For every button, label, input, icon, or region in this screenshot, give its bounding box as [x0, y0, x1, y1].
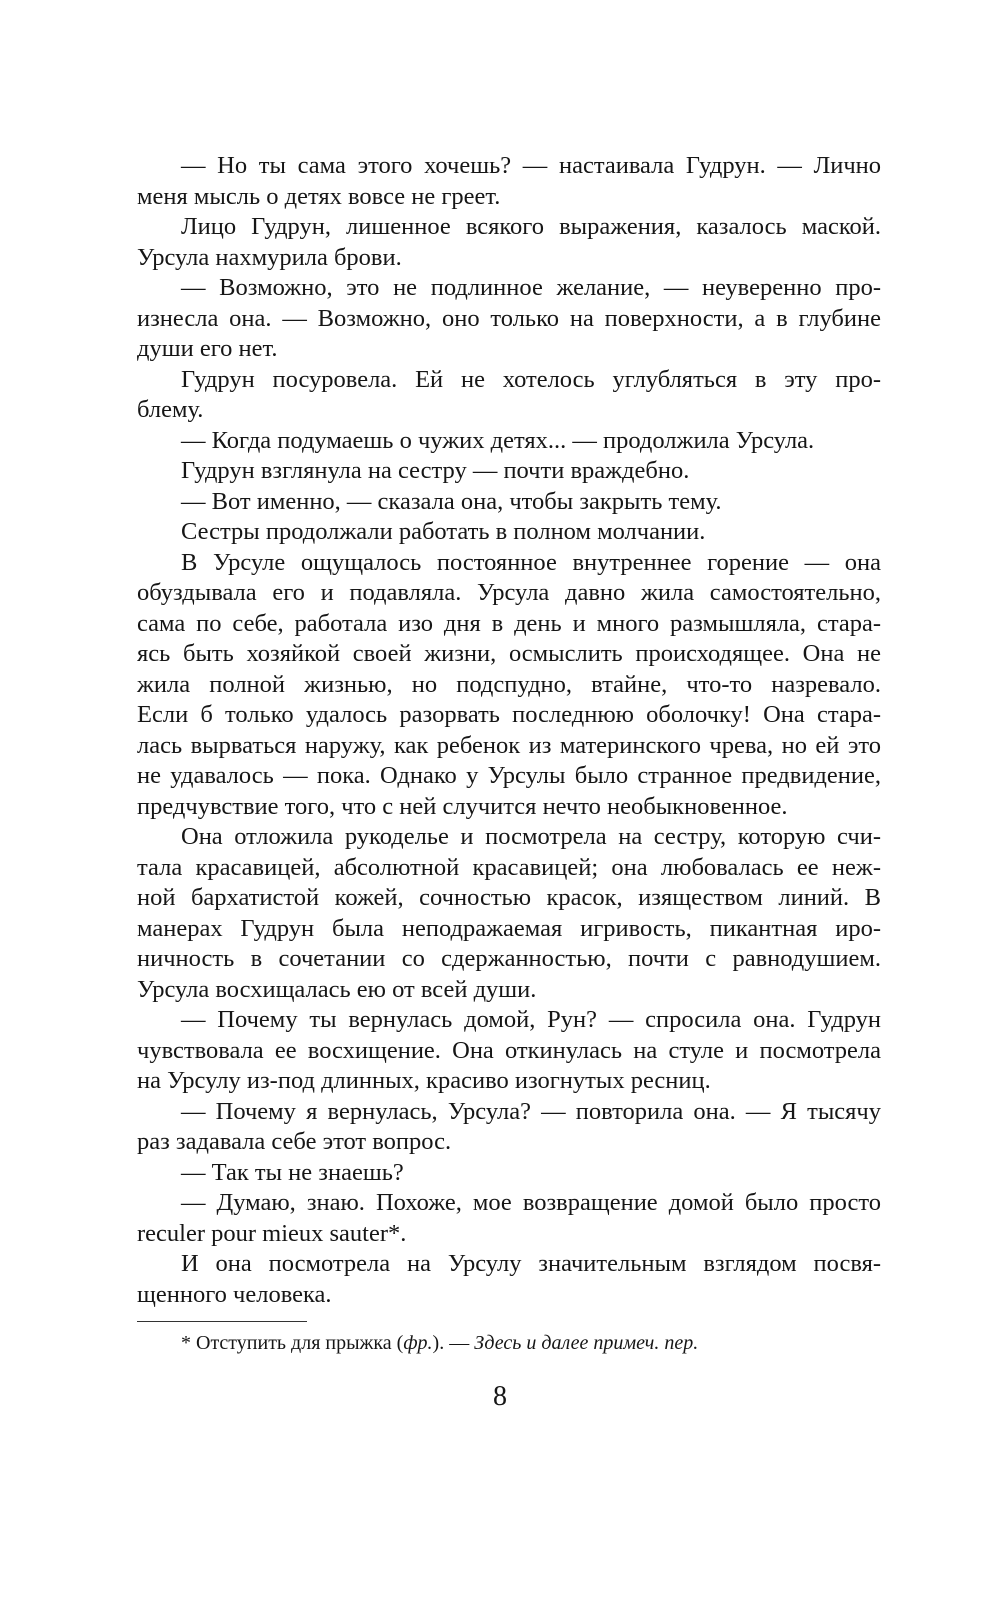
text-line: Гудрун посуровела. Ей не хотелось углубляться в эту про- — [181, 365, 881, 393]
text-line: жила полной жизнью, но подспудно, втайне, что-то назревало. — [137, 670, 881, 698]
footnote-marker: * Отступить для прыжка ( — [181, 1332, 404, 1354]
text-line: ничность в сочетании со сдержанностью, почти с равнодушием. — [137, 945, 881, 972]
text-line: манерах Гудрун была неподражаемая игривость, пикантная иро- — [137, 914, 881, 942]
text-line: изнесла она. — Возможно, оно только на поверхности, а в глубине — [137, 304, 881, 332]
text-line: сама по себе, работала изо дня в день и много размышляла, стара- — [137, 609, 881, 637]
footnote-divider — [137, 1321, 307, 1322]
text-line: Лицо Гудрун, лишенное всякого выражения, казалось маской. — [181, 213, 881, 240]
text-line: reculer pour mieux sauter*. — [137, 1219, 407, 1247]
text-line: ной бархатистой кожей, сочностью красок, изяществом линий. В — [137, 884, 881, 911]
text-line: меня мысль о детях вовсе не греет. — [137, 182, 501, 210]
text-line: лась вырваться наружу, как ребенок из материнского чрева, но ей это — [137, 731, 881, 759]
text-line: — Так ты не знаешь? — [181, 1158, 404, 1186]
text-line: — Почему я вернулась, Урсула? — повторила она. — Я тысячу — [181, 1097, 881, 1125]
text-line: — Вот именно, — сказала она, чтобы закрыть тему. — [181, 487, 722, 515]
body-text — [137, 151, 881, 1310]
page-number: 8 — [493, 1381, 507, 1412]
text-line: щенного человека. — [137, 1280, 332, 1308]
text-line: Урсула восхищалась ею от всей души. — [137, 975, 537, 1003]
footnote-separator: ). — — [432, 1332, 475, 1354]
text-line: Урсула нахмурила брови. — [137, 243, 402, 271]
footnote-note: Здесь и далее примеч. пер. — [474, 1332, 699, 1354]
text-line: Сестры продолжали работать в полном молчании. — [181, 518, 706, 545]
text-line: — Возможно, это не подлинное желание, — неуверенно про- — [181, 274, 881, 301]
text-line: ясь быть хозяйкой своей жизни, осмыслить происходящее. Она не — [137, 640, 881, 667]
text-line: Она отложила рукоделье и посмотрела на сестру, которую счи- — [181, 823, 881, 850]
text-line: обуздывала его и подавляла. Урсула давно жила самостоятельно, — [137, 579, 881, 606]
text-line: блему. — [137, 396, 204, 423]
text-line: на Урсулу из-под длинных, красиво изогнутых ресниц. — [137, 1067, 711, 1094]
text-line: Если б только удалось разорвать последнюю оболочку! Она стара- — [137, 701, 881, 728]
text-line: предчувствие того, что с ней случится нечто необыкновенное. — [137, 792, 788, 820]
text-line: тала красавицей, абсолютной красавицей; она любовалась ее неж- — [137, 853, 881, 881]
text-line: — Почему ты вернулась домой, Рун? — спросила она. Гудрун — [181, 1006, 881, 1033]
text-line: — Думаю, знаю. Похоже, мое возвращение домой было просто — [181, 1189, 881, 1216]
text-line: — Когда подумаешь о чужих детях... — продолжила Урсула. — [181, 426, 815, 454]
text-line: не удавалось — пока. Однако у Урсулы было странное предвидение, — [137, 762, 881, 789]
footnote — [181, 1330, 698, 1356]
text-line: — Но ты сама этого хочешь? — настаивала Гудрун. — Лично — [181, 152, 881, 179]
text-line: И она посмотрела на Урсулу значительным взглядом посвя- — [181, 1250, 881, 1277]
text-line: души его нет. — [137, 335, 278, 362]
text-line: чувствовала ее восхищение. Она откинулась на стуле и посмотрела — [137, 1036, 881, 1064]
text-line: В Урсуле ощущалось постоянное внутреннее горение — она — [181, 548, 881, 576]
text-line: Гудрун взглянула на сестру — почти враждебно. — [181, 457, 690, 484]
text-line: раз задавала себе этот вопрос. — [137, 1128, 452, 1155]
footnote-language-abbr: фр. — [403, 1332, 433, 1354]
